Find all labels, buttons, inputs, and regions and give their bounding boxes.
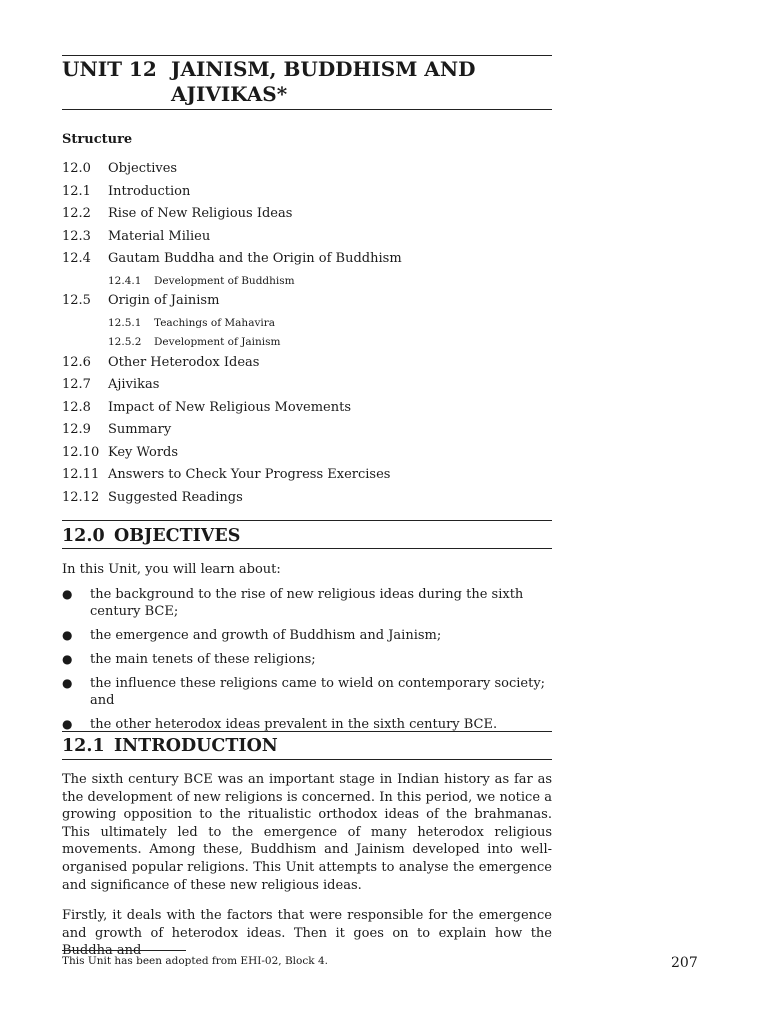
toc-item: 12.10 Key Words — [62, 444, 179, 460]
table-of-contents — [62, 158, 552, 509]
bullet-icon: ● — [62, 676, 73, 690]
bullet-icon: ● — [62, 717, 73, 731]
title-bottom-rule — [62, 109, 552, 110]
list-item: ● the influence these religions came to wield on contemporary society; and — [62, 676, 546, 708]
structure-heading: Structure — [62, 132, 133, 147]
list-item: ● the emergence and growth of Buddhism and Jainism; — [62, 628, 442, 643]
toc-item: 12.2 Rise of New Religious Ideas — [62, 206, 293, 221]
toc-item: 12.0 Objectives — [62, 161, 178, 176]
bullet-icon: ● — [62, 652, 73, 666]
toc-item: 12.9 Summary — [62, 422, 172, 437]
introduction-bottom-rule — [62, 759, 552, 760]
list-item: ● the other heterodox ideas prevalent in the sixth century BCE. — [62, 717, 498, 732]
toc-item: 12.3 Material Milieu — [62, 228, 211, 244]
toc-subitem: 12.5.1 Teachings of Mahavira — [108, 316, 276, 329]
page-number: 207 — [671, 955, 698, 971]
toc-item: 12.4 Gautam Buddha and the Origin of Buddhism — [62, 251, 402, 266]
toc-item: 12.12 Suggested Readings — [62, 489, 243, 505]
footnote-rule — [62, 950, 186, 951]
objectives-bottom-rule — [62, 548, 552, 549]
objectives-lead: In this Unit, you will learn about: — [62, 562, 281, 577]
toc-item: 12.6 Other Heterodox Ideas — [62, 354, 260, 370]
footnote: This Unit has been adopted from EHI-02, Block 4. — [62, 955, 328, 967]
introduction-paragraph-2: Firstly, it deals with the factors that were responsible for the emergence and growth of heterodox ideas. Then it goes on to explain how the Buddha and — [62, 908, 552, 959]
bullet-icon: ● — [62, 587, 73, 601]
unit-number: UNIT 12 — [62, 57, 157, 81]
list-item: ● the main tenets of these religions; — [62, 652, 316, 667]
introduction-paragraph-1: The sixth century BCE was an important stage in Indian history as far as the development of new religions is concerned. In this period, we notice a growing opposition to the ritualistic orthodox ideas of the brahmanas. This ultimately led to the emergence of many heterodox religious movements. Among these, Buddhism and Jainism developed into well-organised popular religions. This Unit attempts to analyse the emergence and significance of these new religious ideas. — [62, 772, 552, 893]
objectives-top-rule — [62, 520, 552, 521]
toc-item: 12.1 Introduction — [62, 183, 191, 199]
title-top-rule — [62, 55, 552, 56]
toc-item: 12.7 Ajivikas — [62, 377, 160, 392]
introduction-top-rule — [62, 731, 552, 732]
toc-item: 12.11 Answers to Check Your Progress Exercises — [62, 467, 391, 482]
toc-subitem: 12.4.1 Development of Buddhism — [108, 274, 295, 287]
toc-subitem: 12.5.2 Development of Jainism — [108, 336, 281, 348]
unit-title-line2: AJIVIKAS* — [171, 82, 288, 106]
unit-title-line1: JAINISM, BUDDHISM AND — [171, 57, 476, 81]
list-item: ● the background to the rise of new religious ideas during the sixth century BCE; — [62, 587, 524, 619]
toc-item: 12.5 Origin of Jainism — [62, 293, 220, 308]
objectives-list — [62, 586, 552, 740]
document-page: UNIT 12 JAINISM, BUDDHISM AND AJIVIKAS* Structure 12.0 Objectives 12.1 Introduction 12.2 Rise of New Religious Ideas 12.3 Material Milieu 12.4 Gautam Buddha and the Origin of Buddhism 12.4.1 Development of Buddhism 12.5 Origin of Jainism 12.5.1 Teachings of Mahavira 12.5.2 Development of Jainism 12.6 Other Heterodox Ideas 12.7 Ajivikas 12.8 Impact of New Religious Movements 12.9 Summary 12.10 Key Words 12.11 Answers to Check Your Progress Exercises 12.12 Suggested Readings 12.0 OBJECTIVES In this Unit, you will learn about: ● the background to the rise of new religious ideas during the sixth century BCE; ● the emergence and growth of Buddhism and Jainism; ● the main tenets of these religions; ● the influence these religions came to wield on contemporary society; and ● the other heterodox ideas prevalent in the sixth century BCE. 12.1 INTRODUCTION The sixth century BCE was an important stage in Indian history as far as the development of new religions is concerned. In this period, we notice a growing opposition to the ritualistic orthodox ideas of the brahmanas. This ultimately led to the emergence of many heterodox religious movements. Among these, Buddhism and Jainism developed into well-organised popular religions. This Unit attempts to analyse the emergence and significance of these new religious ideas. Firstly, it deals with the factors that were responsible for the emergence and growth of heterodox ideas. Then it goes on to explain how the Buddha and This Unit has been adopted from EHI-02, Block 4. — [62, 57, 552, 967]
toc-item: 12.8 Impact of New Religious Movements — [62, 399, 352, 415]
bullet-icon: ● — [62, 628, 73, 642]
